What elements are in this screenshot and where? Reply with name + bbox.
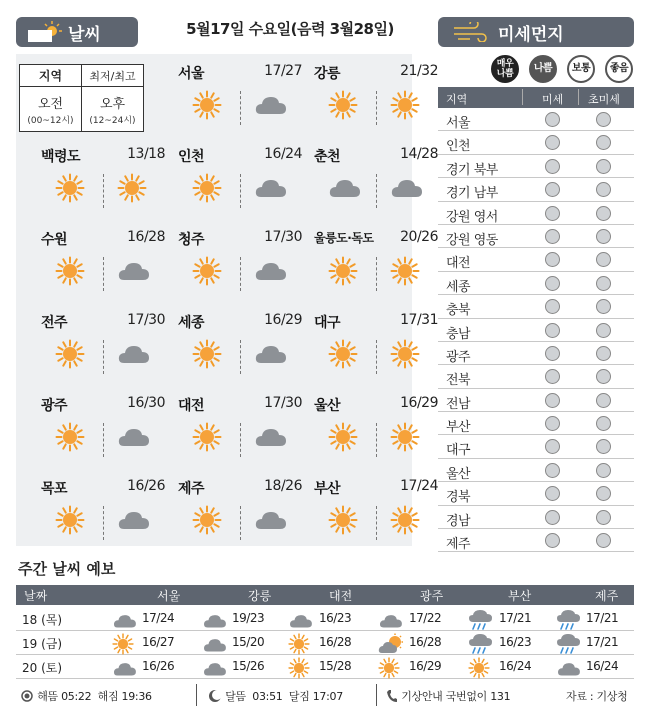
pm10-indicator (545, 416, 560, 431)
city-card (41, 478, 165, 542)
pm25-indicator (596, 276, 611, 291)
weekly-temp: 17/21 (586, 635, 619, 649)
sun-icon (390, 90, 420, 120)
cloud-icon (112, 661, 138, 677)
city-card (41, 395, 165, 459)
city-temp: 17/31 (400, 312, 438, 328)
city-name: 수원 (41, 232, 68, 248)
pm25-indicator (596, 135, 611, 150)
rain-icon (468, 633, 494, 655)
city-name: 제주 (178, 481, 205, 497)
sun-icon (328, 90, 358, 120)
dust-region: 충북 (446, 303, 471, 319)
cloud-icon (117, 426, 151, 448)
pm10-indicator (545, 299, 560, 314)
pm25-indicator (596, 182, 611, 197)
cloud-icon (556, 661, 582, 677)
wind-icon (452, 22, 492, 42)
weekly-temp: 16/23 (319, 611, 352, 625)
dust-row (438, 225, 634, 248)
sun-icon (390, 339, 420, 369)
city-temp: 14/28 (400, 146, 438, 162)
dust-col-pm25: 초미세 (588, 93, 620, 106)
dust-col-region: 지역 (446, 93, 468, 106)
pm25-indicator (596, 439, 611, 454)
dust-row (438, 202, 634, 225)
legend-minmax: 최저/최고 (89, 69, 136, 83)
pm10-indicator (545, 323, 560, 338)
dust-table-header (438, 87, 634, 108)
phone-icon (386, 689, 398, 703)
cloud-icon (328, 177, 362, 199)
dust-row (438, 272, 634, 295)
dust-row (438, 412, 634, 435)
sun-icon (192, 90, 222, 120)
dust-region: 경북 (446, 490, 471, 506)
dust-region: 광주 (446, 349, 471, 365)
cloud-icon (117, 509, 151, 531)
city-name: 대구 (314, 315, 341, 331)
pm25-indicator (596, 463, 611, 478)
city-card (314, 229, 438, 293)
city-name: 강릉 (314, 66, 341, 82)
sun-icon (55, 505, 85, 535)
dust-region: 경기 북부 (446, 162, 498, 178)
dust-level-badge: 보통 (567, 55, 595, 83)
city-name: 춘천 (314, 149, 341, 165)
weekly-temp: 16/28 (409, 635, 442, 649)
dust-col-pm10: 미세 (542, 93, 564, 106)
dust-row (438, 459, 634, 482)
moon-times: 달뜸 03:51 달짐 17:07 (208, 688, 343, 704)
city-card (314, 312, 438, 376)
weekly-temp: 17/24 (142, 611, 175, 625)
pm10-indicator (545, 206, 560, 221)
sun-icon (288, 657, 310, 679)
city-temp: 21/32 (400, 63, 438, 79)
weekly-row (16, 607, 634, 631)
city-temp: 13/18 (127, 146, 165, 162)
pm10-indicator (545, 486, 560, 501)
city-card (41, 312, 165, 376)
dust-region: 강원 영동 (446, 232, 498, 248)
weekly-date-label: 날짜 (24, 589, 48, 603)
sun-icon (328, 256, 358, 286)
city-name: 부산 (314, 481, 341, 497)
city-card (178, 146, 302, 210)
dust-row (438, 389, 634, 412)
city-name: 대전 (178, 398, 205, 414)
city-temp: 17/27 (264, 63, 302, 79)
city-name: 백령도 (41, 149, 81, 165)
city-card (314, 146, 438, 210)
sun-icon (468, 657, 490, 679)
dust-table (438, 108, 634, 552)
city-card (314, 395, 438, 459)
city-card (314, 63, 438, 127)
weekly-date: 18 (목) (22, 613, 63, 627)
cloud-icon (254, 177, 288, 199)
pm10-indicator (545, 533, 560, 548)
weekly-temp: 16/29 (409, 659, 442, 673)
weekly-temp: 19/23 (232, 611, 265, 625)
pm25-indicator (596, 229, 611, 244)
sun-cloud-icon (378, 633, 404, 655)
weekly-temp: 16/24 (586, 659, 619, 673)
city-temp: 16/24 (264, 146, 302, 162)
dust-row (438, 482, 634, 505)
dust-region: 인천 (446, 139, 471, 155)
weekly-temp: 16/27 (142, 635, 175, 649)
weekly-city: 부산 (508, 589, 532, 603)
dust-row (438, 248, 634, 271)
cloud-icon (202, 637, 228, 653)
city-name: 인천 (178, 149, 205, 165)
dust-row (438, 319, 634, 342)
legend-region: 지역 (20, 65, 82, 86)
pm10-indicator (545, 510, 560, 525)
legend-am: 오전 (00~12시) (20, 87, 82, 132)
dust-region: 대전 (446, 256, 471, 272)
sun-cloud-logo-icon (26, 20, 64, 44)
weekly-city: 강릉 (248, 589, 272, 603)
weekly-temp: 16/28 (319, 635, 352, 649)
pm25-indicator (596, 510, 611, 525)
weekly-temp: 15/28 (319, 659, 352, 673)
pm10-indicator (545, 346, 560, 361)
city-card (178, 478, 302, 542)
dust-row (438, 131, 634, 154)
city-temp: 16/29 (264, 312, 302, 328)
pm10-indicator (545, 393, 560, 408)
weekly-city: 서울 (157, 589, 181, 603)
cloud-icon (202, 613, 228, 629)
dust-region: 전남 (446, 396, 471, 412)
weekly-temp: 15/20 (232, 635, 265, 649)
pm25-indicator (596, 533, 611, 548)
city-card (178, 229, 302, 293)
dust-region: 경남 (446, 513, 471, 529)
pm25-indicator (596, 416, 611, 431)
footer-divider (196, 684, 197, 706)
sun-icon (192, 173, 222, 203)
weekly-date: 20 (토) (22, 661, 63, 675)
cloud-icon (202, 661, 228, 677)
legend-pm: 오후 (12~24시) (89, 97, 136, 126)
city-name: 전주 (41, 315, 68, 331)
city-name: 서울 (178, 66, 205, 82)
city-card (178, 395, 302, 459)
sun-icon (328, 505, 358, 535)
city-temp: 16/26 (127, 478, 165, 494)
weekly-title: 주간 날씨 예보 (18, 560, 116, 578)
dust-row (438, 435, 634, 458)
cloud-icon (112, 613, 138, 629)
city-card (178, 312, 302, 376)
dust-region: 전북 (446, 373, 471, 389)
weekly-temp: 17/22 (409, 611, 442, 625)
city-card (314, 478, 438, 542)
pm10-indicator (545, 463, 560, 478)
city-card (41, 146, 165, 210)
cloud-icon (117, 260, 151, 282)
weekly-row (16, 631, 634, 655)
sun-icon (328, 422, 358, 452)
sun-icon (117, 173, 147, 203)
rain-icon (556, 609, 582, 631)
cloud-icon (288, 613, 314, 629)
dust-row (438, 178, 634, 201)
weekly-temp: 15/26 (232, 659, 265, 673)
dust-row (438, 295, 634, 318)
sun-icon (328, 339, 358, 369)
city-name: 세종 (178, 315, 205, 331)
weekly-city: 광주 (420, 589, 444, 603)
sun-icon (55, 422, 85, 452)
cloud-icon (390, 177, 424, 199)
dust-level-badge: 나쁨 (529, 55, 557, 83)
weekly-temp: 16/24 (499, 659, 532, 673)
weekly-header (16, 585, 634, 605)
city-name: 울릉도·독도 (314, 231, 374, 245)
dust-row (438, 529, 634, 552)
dust-region: 제주 (446, 537, 471, 553)
pm10-indicator (545, 159, 560, 174)
dust-header (438, 17, 634, 47)
cloud-icon (378, 613, 404, 629)
sun-icon (112, 633, 134, 655)
city-card (178, 63, 302, 127)
sun-icon (288, 633, 310, 655)
pm25-indicator (596, 486, 611, 501)
sun-times: 해뜸 05:22 해짐 19:36 (20, 688, 152, 704)
dust-region: 대구 (446, 443, 471, 459)
pm10-indicator (545, 369, 560, 384)
rain-icon (556, 633, 582, 655)
dust-row (438, 365, 634, 388)
pm25-indicator (596, 393, 611, 408)
city-temp: 17/30 (264, 229, 302, 245)
sun-icon (192, 505, 222, 535)
sun-icon (20, 689, 34, 703)
dust-row (438, 155, 634, 178)
weekly-city: 제주 (595, 589, 619, 603)
dust-region: 서울 (446, 116, 471, 131)
dust-title: 미세먼지 (498, 24, 564, 45)
weekly-temp: 16/26 (142, 659, 175, 673)
weekly-city: 대전 (329, 589, 353, 603)
city-card (41, 229, 165, 293)
pm10-indicator (545, 182, 560, 197)
city-temp: 17/30 (264, 395, 302, 411)
dust-region: 충남 (446, 326, 471, 342)
city-temp: 16/30 (127, 395, 165, 411)
city-temp: 20/26 (400, 229, 438, 245)
city-name: 울산 (314, 398, 341, 414)
cloud-icon (254, 343, 288, 365)
cloud-icon (254, 426, 288, 448)
city-temp: 17/24 (400, 478, 438, 494)
pm10-indicator (545, 135, 560, 150)
pm10-indicator (545, 276, 560, 291)
weekly-row (16, 655, 634, 679)
sun-icon (192, 422, 222, 452)
dust-region: 부산 (446, 420, 471, 436)
pm25-indicator (596, 159, 611, 174)
dust-row (438, 506, 634, 529)
sun-icon (390, 422, 420, 452)
dust-region: 강원 영서 (446, 209, 498, 225)
dust-region: 세종 (446, 279, 471, 295)
sun-icon (378, 657, 400, 679)
pm25-indicator (596, 346, 611, 361)
cloud-icon (254, 260, 288, 282)
pm10-indicator (545, 439, 560, 454)
dust-region: 울산 (446, 466, 471, 482)
city-temp: 16/28 (127, 229, 165, 245)
weather-header (16, 17, 138, 47)
city-name: 광주 (41, 398, 68, 414)
pm25-indicator (596, 252, 611, 267)
sun-icon (55, 256, 85, 286)
city-name: 목포 (41, 481, 68, 497)
city-temp: 18/26 (264, 478, 302, 494)
sun-icon (390, 256, 420, 286)
pm25-indicator (596, 299, 611, 314)
rain-icon (468, 609, 494, 631)
cloud-icon (254, 94, 288, 116)
dust-level-badge: 매우나쁨 (491, 55, 519, 83)
weekly-temp: 17/21 (586, 611, 619, 625)
weekly-temp: 16/23 (499, 635, 532, 649)
cloud-icon (117, 343, 151, 365)
pm25-indicator (596, 112, 611, 127)
weekly-temp: 17/21 (499, 611, 532, 625)
weekly-date: 19 (금) (22, 637, 63, 651)
sun-icon (192, 339, 222, 369)
sun-icon (55, 339, 85, 369)
dust-row (438, 108, 634, 131)
phone-info: 기상안내 국번없이 131 (386, 688, 510, 704)
sun-icon (192, 256, 222, 286)
weather-title: 날씨 (68, 24, 101, 45)
date-label: 5월17일 수요일(음력 3월28일) (186, 20, 394, 38)
pm10-indicator (545, 252, 560, 267)
sun-icon (55, 173, 85, 203)
pm25-indicator (596, 206, 611, 221)
cloud-icon (254, 509, 288, 531)
dust-level-badge: 좋음 (605, 55, 633, 83)
pm25-indicator (596, 369, 611, 384)
pm10-indicator (545, 112, 560, 127)
dust-row (438, 342, 634, 365)
footer-divider (376, 684, 377, 706)
sun-icon (390, 505, 420, 535)
source-label: 자료 : 기상청 (566, 690, 628, 703)
city-name: 청주 (178, 232, 205, 248)
city-temp: 17/30 (127, 312, 165, 328)
legend-box (19, 64, 144, 132)
moon-icon (208, 689, 222, 703)
pm25-indicator (596, 323, 611, 338)
dust-region: 경기 남부 (446, 186, 498, 202)
pm10-indicator (545, 229, 560, 244)
city-temp: 16/29 (400, 395, 438, 411)
